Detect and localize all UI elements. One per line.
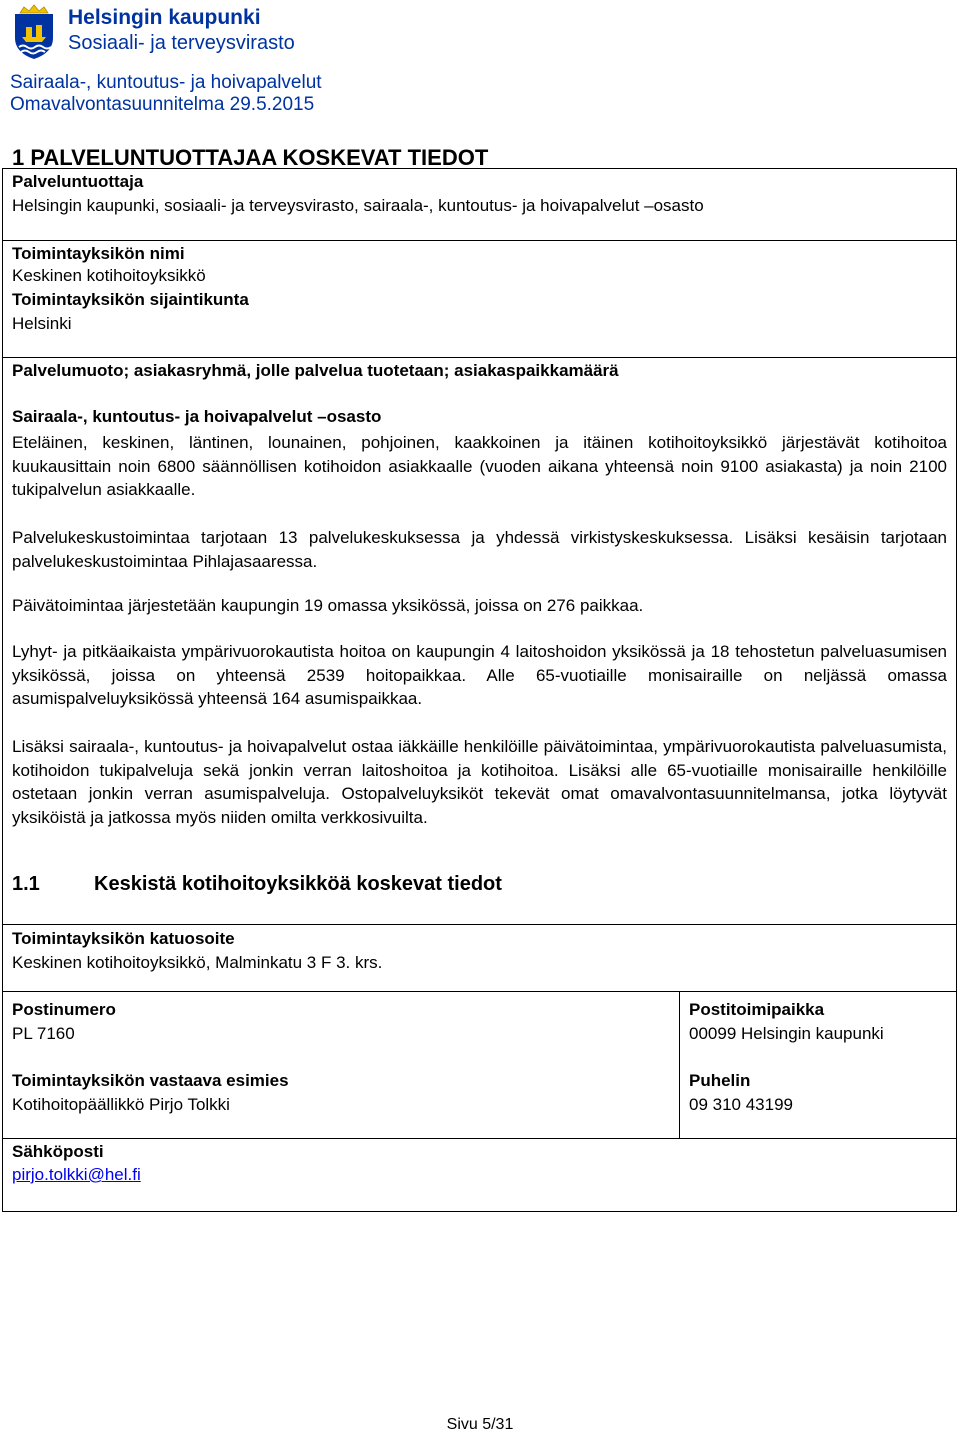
document-title: Omavalvontasuunnitelma 29.5.2015: [10, 94, 315, 115]
row-divider: [2, 357, 957, 358]
street-address-label: Toimintayksikön katuosoite: [12, 929, 235, 948]
postal-code-value: PL 7160: [12, 1024, 75, 1043]
manager-value: Kotihoitopäällikkö Pirjo Tolkki: [12, 1095, 230, 1114]
paragraph-purchased-services: Lisäksi sairaala-, kuntoutus- ja hoivapalvelut ostaa iäkkäille henkilöille päivätoimintaa, ympärivuorokautista palveluasumista, kotihoidon tukipalveluja sekä jonkin verran laitoshoitoa ja kotihoitoa. Lisäksi alle 65-vuotiaille monisairaille henkilöille ostetaan jonkin verran asumispalveluja. Ostopalveluyksiköt tekevät omat omavalvontasuunnitelmansa, jotka löytyvät yksiköistä ja jatkossa myös niiden omilta verkkosivuilta.: [12, 737, 947, 827]
row-divider: [2, 991, 957, 992]
helsinki-crest-logo: [10, 4, 58, 60]
document-unit: Sairaala-, kuntoutus- ja hoivapalvelut: [10, 72, 322, 93]
paragraph-round-the-clock-care: Lyhyt- ja pitkäaikaista ympärivuorokautista hoitoa on kaupungin 4 laitoshoidon yksikössä ja 18 tehostetun palveluasumisen yksikössä, joissa on yhteensä 2539 hoitopaikkaa. Alle 65-vuotiaille monisairaille on neljässä omassa asumispalveluyksikössä yhteensä 164 asumispaikkaa.: [12, 642, 947, 708]
section-heading: 1 PALVELUNTUOTTAJAA KOSKEVAT TIEDOT: [12, 145, 489, 170]
org-department: Sosiaali- ja terveysvirasto: [68, 32, 295, 54]
manager-label: Toimintayksikön vastaava esimies: [12, 1071, 289, 1090]
postal-code-label: Postinumero: [12, 1000, 116, 1019]
street-address-value: Keskinen kotihoitoyksikkö, Malminkatu 3 F 3. krs.: [12, 953, 383, 972]
row-divider: [2, 1138, 957, 1139]
email-label: Sähköposti: [12, 1142, 104, 1161]
post-office-value: 00099 Helsingin kaupunki: [689, 1024, 884, 1043]
paragraph-service-centres: Palvelukeskustoimintaa tarjotaan 13 palvelukeskuksessa ja yhdessä virkistyskeskuksessa. Lisäksi kesäisin tarjotaan palvelukeskustoimintaa Pihlajasaaressa.: [12, 528, 947, 571]
unit-name-label: Toimintayksikön nimi: [12, 244, 185, 263]
service-form-label: Palvelumuoto; asiakasryhmä, jolle palvelua tuotetaan; asiakaspaikkamäärä: [12, 361, 619, 380]
paragraph-day-activity: Päivätoimintaa järjestetään kaupungin 19 omassa yksikössä, joissa on 276 paikkaa.: [12, 596, 644, 615]
column-divider: [679, 991, 680, 1138]
paragraph-home-care: Eteläinen, keskinen, läntinen, lounainen, pohjoinen, kaakkoinen ja itäinen kotihoitoyksikkö järjestävät kotihoitoa kuukausittain noin 6800 säännöllisen kotihoidon asiakkaalle (vuoden aikana yhteensä noin 9100 asiakasta) ja noin 2100 tukipalvelun asiakkaalle.: [12, 433, 947, 499]
subsection-heading: [12, 873, 502, 896]
org-name: Helsingin kaupunki: [68, 6, 261, 29]
provider-value: Helsingin kaupunki, sosiaali- ja terveysvirasto, sairaala-, kuntoutus- ja hoivapalvelut –osasto: [12, 196, 704, 215]
subsection-title: Keskistä kotihoitoyksikköä koskevat tiedot: [94, 873, 502, 895]
unit-location-value: Helsinki: [12, 314, 72, 333]
email-link[interactable]: pirjo.tolkki@hel.fi: [12, 1165, 141, 1184]
row-divider: [2, 924, 957, 925]
phone-value: 09 310 43199: [689, 1095, 793, 1114]
unit-location-label: Toimintayksikön sijaintikunta: [12, 290, 249, 309]
unit-name-value: Keskinen kotihoitoyksikkö: [12, 266, 206, 285]
provider-label: Palveluntuottaja: [12, 172, 144, 191]
department-heading: Sairaala-, kuntoutus- ja hoivapalvelut –osasto: [12, 407, 382, 426]
phone-label: Puhelin: [689, 1071, 751, 1090]
post-office-label: Postitoimipaikka: [689, 1000, 825, 1019]
subsection-number: 1.1: [12, 873, 40, 895]
row-divider: [2, 240, 957, 241]
page-number: Sivu 5/31: [446, 1416, 514, 1433]
